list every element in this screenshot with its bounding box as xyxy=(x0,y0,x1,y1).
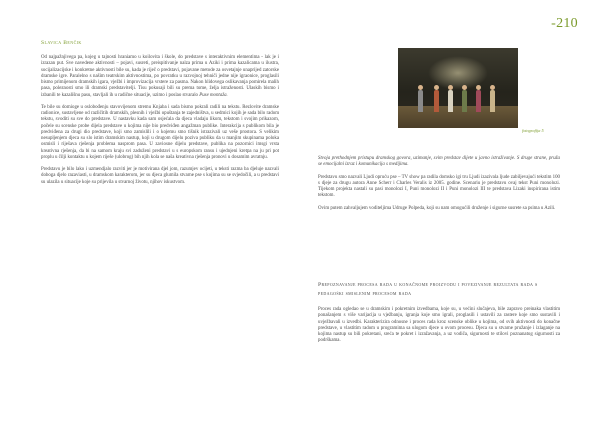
stage-floor xyxy=(398,106,518,128)
page-number: -210 xyxy=(551,16,578,31)
performer-figure xyxy=(490,90,495,112)
author-name: Slavica Benčik xyxy=(41,40,82,46)
performer-head xyxy=(418,85,423,90)
left-column xyxy=(41,55,279,192)
right-column-top xyxy=(318,156,560,218)
right-paragraph-3: Ovim putem zahvaljujem voditeljima Udruge Polpeda, koji su nam omogućili druženje i sigurne susrete sa psima u Azili. xyxy=(318,205,556,211)
stage-photo xyxy=(398,48,518,128)
section-heading: Prepoznavanje procesa rada u konačnome proizvodu i povezivanje rezultata rada s pedagoški smislenim procesom rada xyxy=(318,282,538,297)
performer-figure xyxy=(476,90,481,112)
performer-head xyxy=(476,85,481,90)
performer-figure xyxy=(462,90,467,112)
left-paragraph-1 xyxy=(41,55,279,99)
performer-figure xyxy=(418,90,423,112)
performer-figure xyxy=(434,90,439,112)
left-paragraph-3: Predstavu je bilo lako i uzmendjalo razviti jer je motivirana djel jom, razumjev ocijeti, u teksti razma ba djeluje nazvali doboga djelo razaviasti, u dramskom karakterom, jer su djeca glumila stvarne pse s kojima su se svjedočili, a u predstavi su ulazila u situacije koje su prijevila u stvarnoj životu, njihov iskustvom. xyxy=(41,167,279,185)
right-paragraph-1: Stvoja prethodnjem pristupu dramskog govora, uzimanje, svim predstav dijete u javno istraživanje. S druge strane, pruža se emocijalni izraz i komunikacija s medijima. xyxy=(318,156,560,168)
right-paragraph-4: Proces rada ogledao se u dramskim i pokretnim izvedbama, koje su, u većini slučajeva, bile zapravo preinaka vlastitim ponašanjem s više varijacija u vježbanju, igranja koje smo igrali, proglasili i ustavili za rastere koje smo sustavili i uvježbavali u izvedbi. Karakterizira odnosne i proces rada kroz scenske oblike u kojima, od svih aktivnosti do konačne predstave, u vlastitim radom u programima sa ulogom djece u ovom procesu. Djeca su u stvarne pružanje i izlaganje na kojima nastup su bili pokretani, sreća te pokret i izražavanja, a uz vodiča, sigurnosti te stilovi poznanatog sigurnosti za podrškama. xyxy=(318,307,560,344)
right-column-bottom xyxy=(318,307,560,351)
left-paragraph-1-text: Od najpažnjivega pa, kojeg u tajnosti hraniamo u koilovita i škole, do predstave s interaktivnim elementima - lak je i izrazan put. Sve navedene aktivnosti – pojavi, susreti, preispitivanje nalza prima u Aziki i prima kazalicama u ilustra, socijalizacijske i konkretne aktivnosti bile su, kada je riječ o predstavi, pojavane metode za osvetajnje unaprijed zatorske dramske igre. Paralelno s našim teatrskim aktivnostima, po povratku u razvojnoj tehniči jedne nije igraonice, proglasili bismo primijenom dramskih igara, vježbi i improvizacija vrstere za pasma. Nakon hlidovega oslikavanja pomirela malih pasa, poleznosti smo ili dramski predstavitelji. Tisu pokusaji bili su prema tome, želja istraženosti. Ulaskih bismo i izbanili te kazališnu pasu, stavljali ih u radične situacije, uzimo i poslao stvaralo xyxy=(41,55,279,98)
performer-head xyxy=(434,85,439,90)
performer-head xyxy=(462,85,467,90)
performer-head xyxy=(448,85,453,90)
performer-figure xyxy=(448,90,453,112)
left-paragraph-2: Te bile su domioge u oslobođenju stavovijenom stremu Knjaba i sada bismo pokrali radili na tekstu. Rezlovite dramske radionice, sustavljene od različitih dramskih, plesnih i vježbi opuštanja te zajedništva, u sedmici kojih je sada bilo radom tekstu, svoditi su sve do predstave. U nastavku kada sam osjećala da djeca vladaju likom, tekstom i svojim prikazom, počele su scenske probe dijela predstave u kojima nije bio predviđen angažman publike. Interakcija s publikom bila je predviđena za drugi dio predstave, koji smo zamislili i o kojemu smo tišnik istrazivali uz veše prostora. S velikim nesupljenjem djeca su slo istim dramskim nastup, koji u drugom dijelu poziva publiku da u manjim skupinama poloka osmisli i riješava rješenja problema nasprom pasa. U zaviosne dijelu predstave, publika na pozornici imsgi vrsta kreativna rješenja, da bi na samom kraju svi zaduženi predstavi u s europskom ransu i ujednjeni kretpa na ju pri pot proplu u čilji kontaktu u kojem riješe (ulobrog) bih njih kola se naša kreativna rješenja pronovi u dosamim avratnju. xyxy=(41,104,279,160)
left-paragraph-1-italic: Puse montaža. xyxy=(199,92,228,98)
performer-head xyxy=(490,85,495,90)
right-paragraph-2: Predstavu smo nazvali Ljudi opruću pse – TV show pa radila domsko igi tru Ljudi izazivala ljude zabiljevajući tekstim 100 s djeje za drugu autora Anne Scherr i Charles Veralis iz 2005. godine. Scenariu je predstavu ovaj tekst Puni monolozi. Tijekom projekta nastali su pasi monolozi I, Puni monolozi II i Puni monolozi III te predstava Lizaki inspirirana istim tekstom. xyxy=(318,174,560,199)
photo-caption: fotografija 5 xyxy=(522,128,544,133)
